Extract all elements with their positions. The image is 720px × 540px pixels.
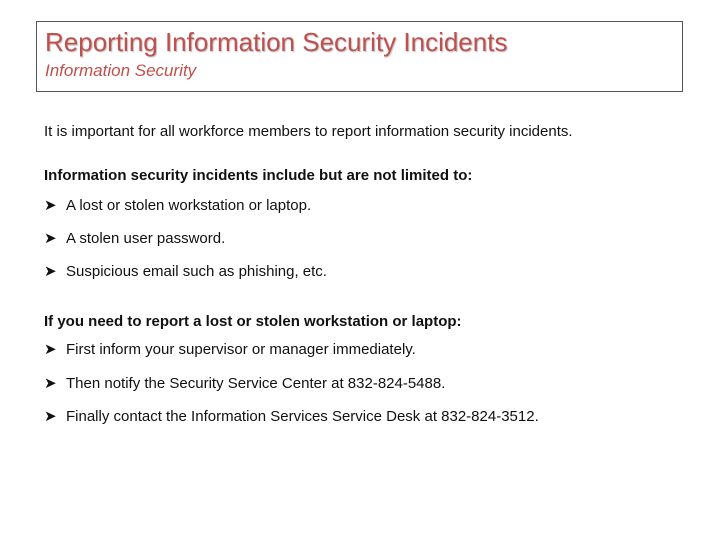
intro-text: It is important for all workforce members to report information security incidents. (44, 123, 573, 140)
list-item-text: Suspicious email such as phishing, etc. (66, 263, 327, 280)
arrow-bullet-icon: ➤ (44, 230, 57, 247)
list-item-text: A stolen user password. (66, 230, 226, 247)
list-item-text: Then notify the Security Service Center at 832-824-5488. (66, 375, 446, 392)
list-item-text: Finally contact the Information Services Service Desk at 832-824-3512. (66, 408, 539, 425)
arrow-bullet-icon: ➤ (44, 197, 57, 214)
arrow-bullet-icon: ➤ (44, 408, 57, 425)
list-item-text: A lost or stolen workstation or laptop. (66, 197, 312, 214)
incidents-heading: Information security incidents include but are not limited to: (44, 167, 473, 184)
reporting-heading: If you need to report a lost or stolen workstation or laptop: (44, 313, 462, 330)
list-item (44, 196, 311, 216)
arrow-bullet-icon: ➤ (44, 375, 57, 392)
page-title: Reporting Information Security Incidents (45, 27, 508, 57)
list-item (44, 262, 327, 282)
list-item-text: First inform your supervisor or manager immediately. (66, 341, 416, 358)
list-item (44, 340, 416, 360)
page-subtitle: Information Security (45, 61, 197, 80)
list-item (44, 229, 225, 249)
arrow-bullet-icon: ➤ (44, 263, 57, 280)
arrow-bullet-icon: ➤ (44, 341, 57, 358)
title-box (36, 21, 683, 92)
list-item (44, 374, 445, 394)
list-item (44, 407, 539, 427)
